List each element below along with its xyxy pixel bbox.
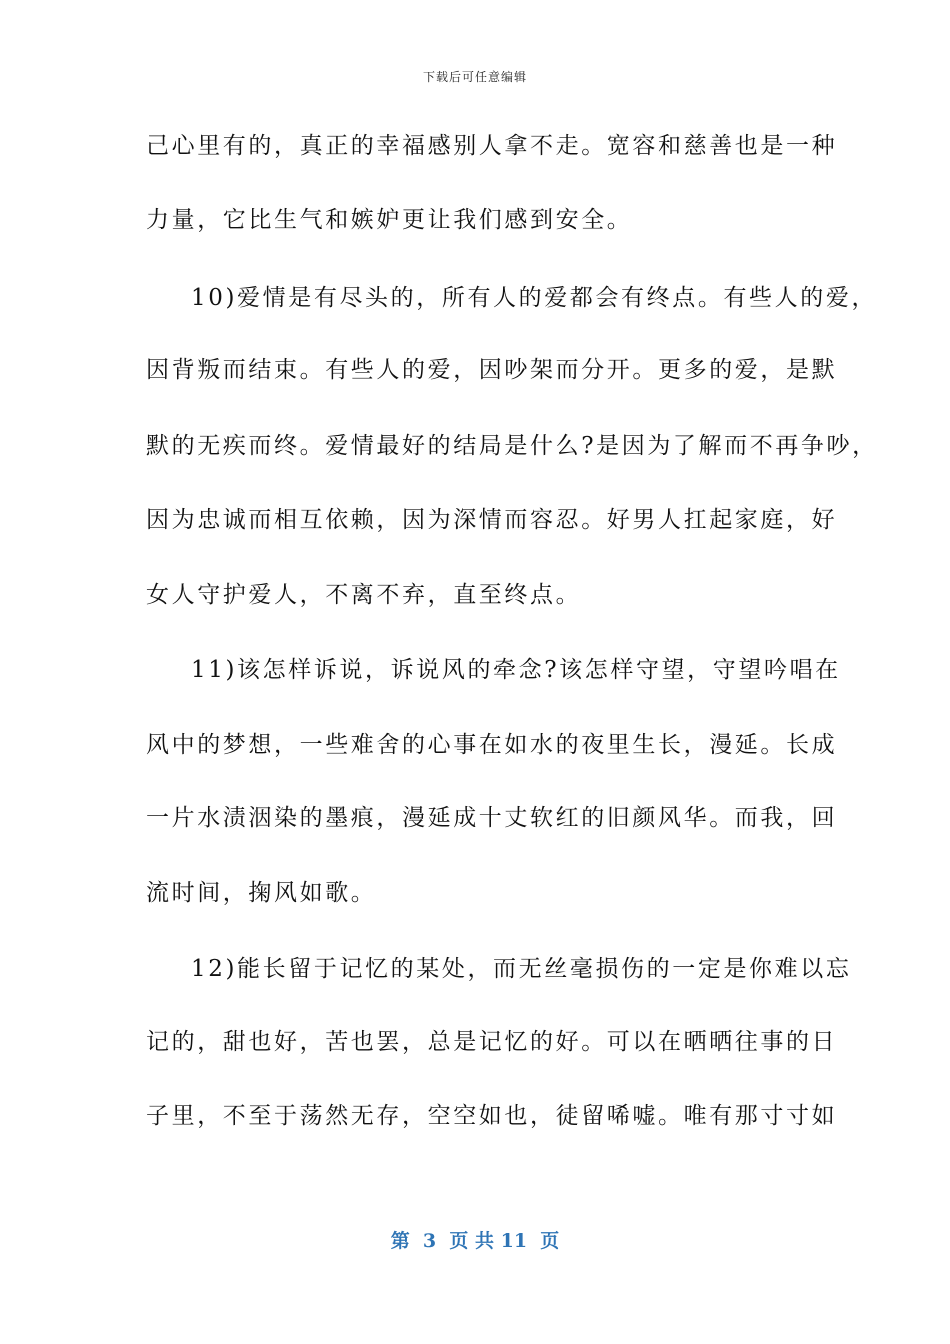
paragraph-start-line: 10)爱情是有尽头的，所有人的爱都会有终点。有些人的爱，	[191, 285, 878, 311]
text-line: 一片水渍洇染的墨痕，漫延成十丈软红的旧颜风华。而我，回	[146, 805, 838, 831]
text-line: 力量，它比生气和嫉妒更让我们感到安全。	[146, 207, 633, 233]
paragraph-start-line: 12)能长留于记忆的某处，而无丝毫损伤的一定是你难以忘	[191, 956, 852, 982]
text-line: 记的，甜也好，苦也罢，总是记忆的好。可以在晒晒往事的日	[146, 1029, 838, 1055]
text-line: 流时间，掬风如歌。	[146, 880, 377, 906]
text-line: 子里，不至于荡然无存，空空如也，徒留唏嘘。唯有那寸寸如	[146, 1103, 838, 1129]
text-line: 风中的梦想，一些难舍的心事在如水的夜里生长，漫延。长成	[146, 732, 838, 758]
text-line: 女人守护爱人，不离不弃，直至终点。	[146, 582, 582, 608]
page-number-footer: 第 3 页 共 11 页	[390, 1230, 560, 1252]
text-line: 默的无疾而终。爱情最好的结局是什么?是因为了解而不再争吵，	[146, 433, 878, 459]
page-header: 下载后可任意编辑	[422, 70, 527, 84]
text-line: 己心里有的，真正的幸福感别人拿不走。宽容和慈善也是一种	[146, 133, 838, 159]
text-line: 因为忠诚而相互依赖，因为深情而容忍。好男人扛起家庭，好	[146, 507, 838, 533]
paragraph-start-line: 11)该怎样诉说，诉说风的牵念?该怎样守望，守望吟唱在	[191, 657, 841, 683]
text-line: 因背叛而结束。有些人的爱，因吵架而分开。更多的爱，是默	[146, 357, 838, 383]
